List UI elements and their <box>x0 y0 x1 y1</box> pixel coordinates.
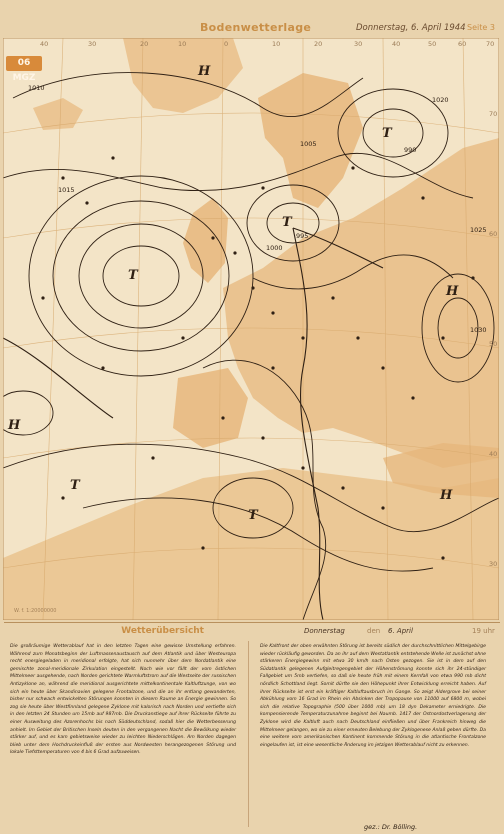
map-canvas <box>3 38 499 620</box>
low-pressure-label: T <box>282 215 292 230</box>
low-pressure-label: T <box>248 508 258 523</box>
latitude-label: 40 <box>489 450 498 458</box>
latitude-label: 50 <box>489 340 498 348</box>
report-title: Wetterübersicht <box>121 626 204 636</box>
time-badge: 06 MGZ <box>6 56 42 71</box>
column-divider <box>248 641 249 827</box>
isobar-label: 990 <box>404 146 417 154</box>
longitude-label: 30 <box>354 40 363 48</box>
page-date: Donnerstag, 6. April 1944 <box>356 23 466 33</box>
report-time: 19 uhr <box>472 627 495 635</box>
isobar-label: 995 <box>296 232 309 240</box>
longitude-label: 10 <box>178 40 187 48</box>
high-pressure-label: H <box>440 488 453 503</box>
report-date: 6. April <box>388 627 413 635</box>
report-signature: gez.: Dr. Bölling. <box>364 823 418 831</box>
longitude-label: 10 <box>272 40 281 48</box>
longitude-label: 40 <box>392 40 401 48</box>
longitude-label: 20 <box>140 40 149 48</box>
isobar-label: 1025 <box>470 226 487 234</box>
longitude-label: 60 <box>458 40 467 48</box>
report-column-left: Die großräumige Wetterablauf hat in den letzten Tagen eine gewisse Umstellung erfahren. Während zum Monatsbeginn der Luftmassenaustausch auf dem Atlantik und über Westeuropa recht energiegeladen in meridional erfolgte, hat sich nunmehr über dem Nordatlantik eine gemischte zonal-meridionale Zirkulation eingestellt. Noch wie vor fällt der vom östlichen Mittelmeer ausgehende, nach Norden gerichtete Warmluftstrom auf die Westseite der russischen Antizyklone an, während die meridional ausgerichtete mittelkontinentale Kaltluftzunge, von wo sich ein heute über Skandinavien gelegene Frontalzone, und die an ihr entlang gewanderten, bisher nur schwach entwickelten Störungen konnten in diesem Raume an Energie gewinnen. So zog sie heute über Westfinnland gelegene Zyklone mit kalorisch nach Norden und vertiefte sich in den letzten 24 Stunden um 15mb auf 987mb. Die Druckanstiege auf ihrer Rückseite führte zu einer Ausweitung des Azorenhochs bis nach Süddeutschland, sodaß hier die Wetterbesserung anhielt. Im Gebiet der Britischen Inseln deuten in den vergangenen Nacht die Bewölkung wieder stärker auf, und es kam gebietsweise wieder zu leichten Niederschlägen. Am Norden dagegen blieb unter dem Hochdruckeinfluß der ersten aus Nordwesten herangezogenen Störung und lokale Tiefsttemperaturen von 4 bis 6 Grad aufzuweisen. <box>10 644 236 756</box>
longitude-label: 70 <box>486 40 495 48</box>
page-number: Seite 3 <box>467 23 495 32</box>
isobar-label: 1015 <box>58 186 75 194</box>
high-pressure-label: H <box>198 64 211 79</box>
longitude-label: 0 <box>224 40 229 48</box>
isobar-label: 1030 <box>470 326 487 334</box>
latitude-label: 70 <box>489 110 498 118</box>
report-day: Donnerstag <box>304 627 345 635</box>
weather-report <box>4 622 500 833</box>
high-pressure-label: H <box>8 418 21 433</box>
report-column-right: Die Kaltfront der oben erwähnten Störung ist bereits südlich der durchschnittlichen Mittelgebirge wieder rückläufig geworden. Da an ihr auf dem Westatlantik entstehende Welle ist zunächst ohne stärkeren Energiegewinn mit etwa 30 km/h nach Osten gezogen. Sie ist in dem auf den Südatlantik gelegenen Aufgleitregengebiet der Höhenströmung konnte sich ihr 24-stündiger Fallgebiet um 5mb vertiefen, so daß sie heute früh mit einem Kernfall von etwa 990 mb dicht nördlich Schottland liegt. Somit dürfte sie den Höhepunkt ihrer Entwicklung erreicht haben. Auf ihrer Rückseite ist erst ein kräftiger Kaltluftausbruch im Gange. So zeigt Aldergrove bei seiner Abkühlung vom 16 Grad im Rhein ein Absinken der Tropopause von 11000 auf 6800 m, wobei sich die relative Topographie (500 über 1000 mb) um 18 dyn Dekameter erniedrigte. Die kompensierende Temperaturzunahme beginnt bei Naumb. 1417 der Ostnordostverlagerung der Zyklone wird die Kaltluft auch nach Deutschland einfließen und über Frankreich hinweg die Mittelmeer gelangen, wo sie zu einer erneuten Belebung der Zyklogenese Anlaß geben dürfte. Da eine weitere vom amerikanischen Kontinent kommende Störung in die atlantische Frontalzone eingelaufen ist, ist eine wesentliche Änderung im jetzigen Wetterablauf nicht zu erkennen. <box>260 644 486 748</box>
high-pressure-label: H <box>446 284 459 299</box>
low-pressure-label: T <box>128 268 138 283</box>
surface-weather-map <box>3 38 499 620</box>
longitude-label: 50 <box>428 40 437 48</box>
longitude-label: 30 <box>88 40 97 48</box>
latitude-label: 30 <box>489 560 498 568</box>
page-title: Bodenwetterlage <box>200 21 312 34</box>
isobar-label: 1010 <box>28 84 45 92</box>
page-header <box>0 0 504 36</box>
map-scale-note: W. f. 1:20000000 <box>14 608 57 614</box>
longitude-label: 40 <box>40 40 49 48</box>
longitude-label: 20 <box>314 40 323 48</box>
isobar-label: 1000 <box>266 244 283 252</box>
low-pressure-label: T <box>70 478 80 493</box>
report-den: den <box>367 627 381 635</box>
latitude-label: 60 <box>489 230 498 238</box>
isobar-label: 1005 <box>300 140 317 148</box>
isobar-label: 1020 <box>432 96 449 104</box>
low-pressure-label: T <box>382 126 392 141</box>
